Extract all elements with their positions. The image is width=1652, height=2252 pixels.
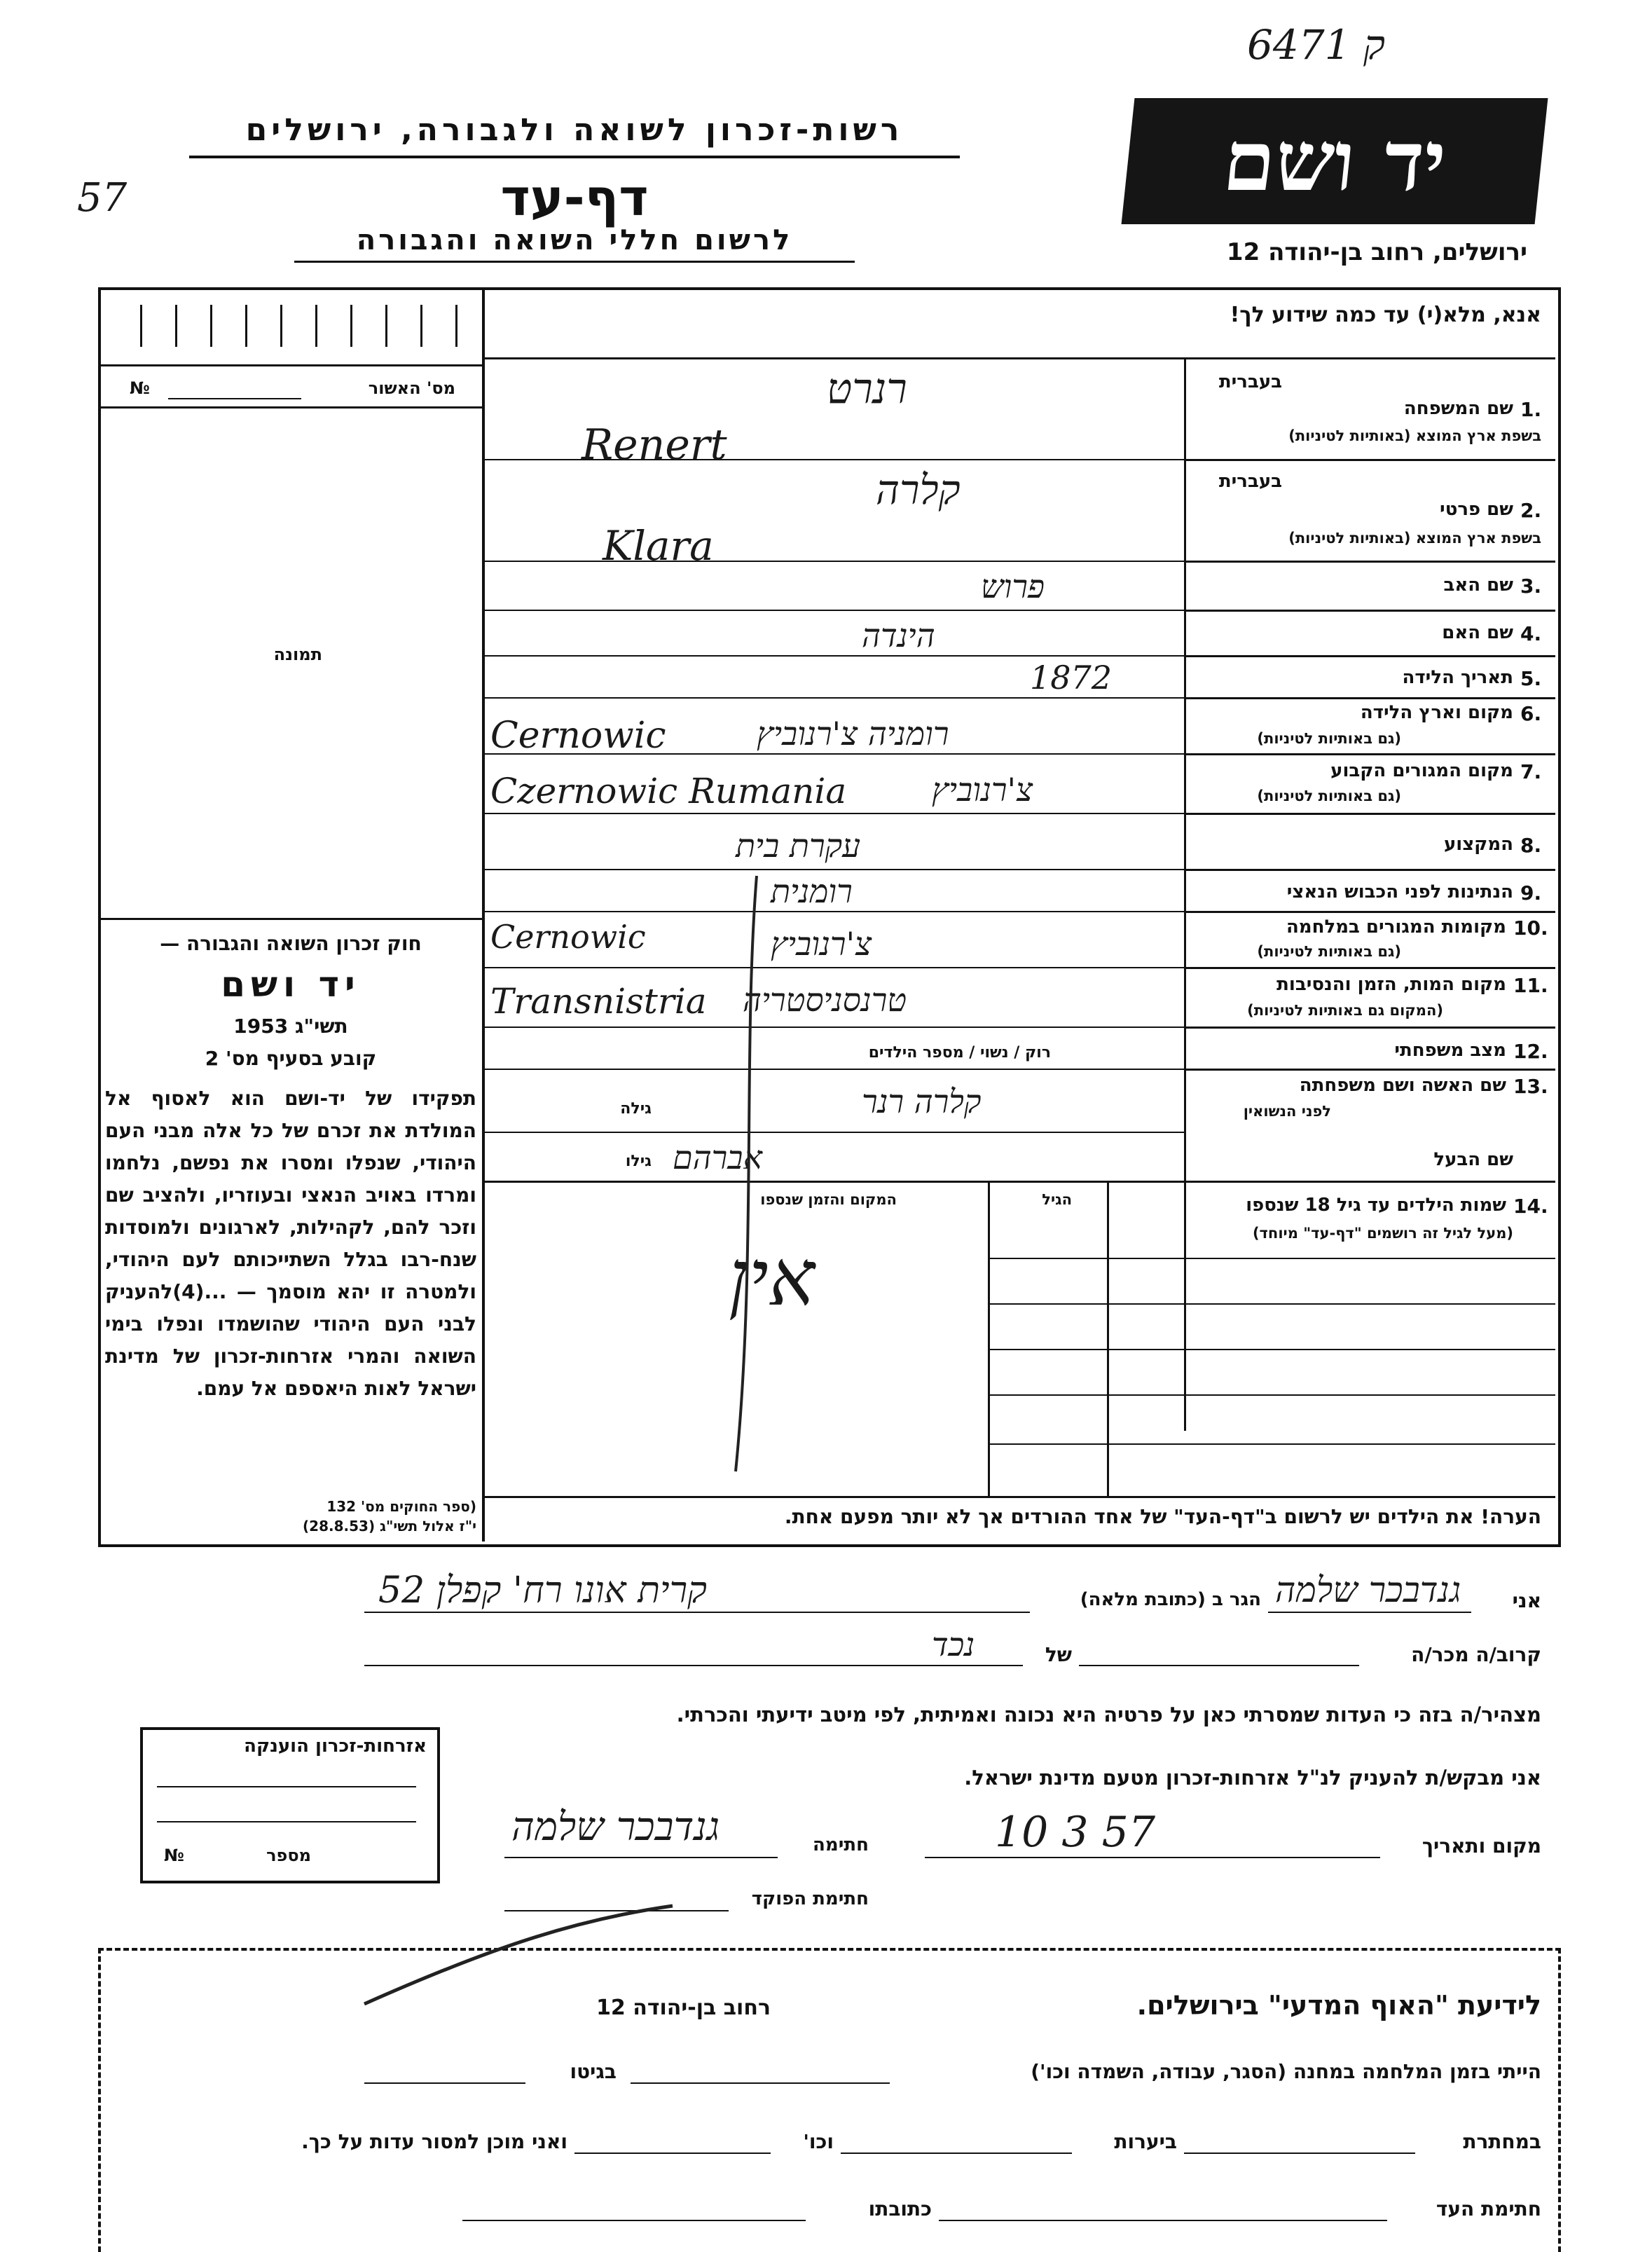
children-age-header: הגיל [1042, 1191, 1072, 1208]
field-4-label: שם האם [1442, 622, 1513, 643]
husband-value: אברהם [673, 1139, 763, 1176]
field-10-number: 10. [1513, 916, 1548, 940]
footer-line2-underground: במחתרת [1463, 2130, 1541, 2153]
footer-line2-etc: וכו' [803, 2130, 834, 2153]
citizenship-number-label: מספר [266, 1846, 311, 1865]
law-text: תפקידו של יד-ושם הוא לאסוף אל המולדת את זכרם של כל אלה מבני העם היהודי, שנפלו ומסרו את נפשם, נלחמו ומרדו באויב הנאצי ובעוזריו, ולהציב שם וזכר להם, לקהילות, לארגונים ולמוסדות שנח-רבו בגלל השתייכותם לעם היהודי, ולמטרה זו יהא מוסמך — ...(4)להעניק לבני העם היהודי שהושמדו ונפלו בימי השואה והמרי אזרחות-זכרון של מדינת ישראל לאות היאספם אל עמם. [105, 1087, 476, 1400]
field-1-value-hebrew: רנרט [827, 364, 907, 413]
field-6-sub: (גם באותיות לטיניות) [1257, 730, 1401, 747]
instruction: אנא, מלא(י) עד כמה שידוע לך! [1230, 303, 1541, 327]
signature-value: גנדבכר שלמה [511, 1804, 720, 1850]
field-9-label: הנתינות לפני הכבוש הנאצי [1286, 881, 1513, 902]
footer-line2-willing: ואני מוכן למסור עדות על כך. [301, 2130, 567, 2153]
law-reference-1: (ספר החוקים מס' 132 [326, 1498, 476, 1515]
field-2-sub: בשפת ארץ המוצא (באותיות לטיניות) [1288, 530, 1541, 547]
citizenship-box-title: אזרחות-זכרון הוענקה [244, 1736, 427, 1757]
field-7-label: מקום המגורים הקבוע [1330, 760, 1513, 781]
field-11-number: 11. [1513, 974, 1548, 997]
officer-signature-label: חתימת הפוקד [751, 1888, 869, 1909]
relation-label: קרוב/ה מכר/ה [1411, 1643, 1541, 1666]
field-14-sub: (מעל לגיל זה רושמים "דף-עד" מיוחד) [1252, 1225, 1513, 1242]
field-14-label: שמות הילדים עד גיל 18 שנספו [1246, 1195, 1506, 1216]
field-11-sub: (המקום גם באותיות לטיניות) [1247, 1002, 1443, 1019]
field-12-label: מצב משפחתי [1394, 1040, 1506, 1061]
field-10-label: מקומות המגורים במלחמה [1286, 916, 1506, 938]
field-8-number: 8. [1520, 834, 1542, 857]
field-1-label: שם המשפחה [1403, 398, 1513, 419]
declarant-name-value: גנדבכר שלמה [1275, 1570, 1461, 1610]
field-2-value-hebrew: קלרה [876, 466, 961, 514]
field-1-sub: בשפת ארץ המוצא (באותיות לטיניות) [1288, 427, 1541, 444]
field-12-number: 12. [1513, 1040, 1548, 1063]
field-6-label: מקום וארץ הלידה [1360, 702, 1513, 723]
field-6-value-hebrew: רומניה צ'רנוביץ [757, 715, 949, 753]
children-scribble: אין [729, 1233, 815, 1323]
footer-addressed: לידיעת "האוף המדעי" בירושלים. [1136, 1990, 1541, 2021]
field-11-value-latin: Transnistria [490, 981, 707, 1022]
field-7-number: 7. [1520, 760, 1542, 783]
field-9-value: רומנית [771, 872, 853, 910]
law-reference-2: י"ז אלול תשי"ג (28.8.53) [303, 1518, 476, 1534]
logo-text: יד ושם [1218, 112, 1451, 210]
field-6-value-latin: Cernowic [490, 715, 666, 757]
declarant-i: אני [1512, 1589, 1541, 1612]
field-13-age-label: גילה [620, 1100, 652, 1118]
field-2-label: שם פרטי [1440, 499, 1513, 520]
field-9-number: 9. [1520, 881, 1542, 905]
field-7-value-latin: Czernowic Rumania [490, 771, 847, 811]
photo-label: תמונה [273, 645, 322, 664]
authority-name: רשות-זכרון לשואה ולגבורה, ירושלים [245, 112, 904, 148]
document-subtitle: לרשום חללי השואה והגבורה [356, 224, 793, 256]
field-2-in-hebrew: בעברית [1218, 471, 1282, 492]
footer-line1-camp: הייתי בזמן המלחמה במחנה (הסגר, עבודה, השמדה וכו') [1031, 2060, 1541, 2083]
field-7-value-hebrew: צ'רנוביץ [932, 771, 1033, 809]
field-13-label: שם האשה ושם משפחתה [1299, 1075, 1506, 1096]
place-date-label: מקום ותאריך [1422, 1834, 1541, 1858]
field-1-number: 1. [1520, 398, 1542, 421]
field-2-value-latin: Klara [603, 522, 714, 570]
field-10-sub: (גם באותיות לטיניות) [1257, 943, 1401, 960]
field-8-label: המקצוע [1443, 834, 1513, 855]
field-1-in-hebrew: בעברית [1218, 371, 1282, 392]
declarant-residing-label: הגר ב (כתובת מלאה) [1080, 1589, 1261, 1610]
footer-line2-forests: ביערות [1114, 2130, 1177, 2153]
field-13-sub: לפני הנשואין [1243, 1103, 1331, 1120]
field-4-number: 4. [1520, 622, 1542, 645]
field-5-label: תאריך הלידה [1402, 667, 1513, 688]
vertical-pen-stroke [736, 876, 757, 1471]
field-3-number: 3. [1520, 575, 1542, 598]
field-5-number: 5. [1520, 667, 1542, 690]
declaration-text: מצהיר/ה בזה כי העדות שמסרתי כאן על פרטיה היא נכונה ואמיתית, לפי מיטב ידיעתי והכרתי. [676, 1703, 1541, 1726]
signature-label: חתימה [813, 1834, 869, 1855]
field-2-number: 2. [1520, 499, 1542, 522]
law-clause: קובע בסעיף מס' 2 [205, 1047, 377, 1070]
date-value: 10 3 57 [995, 1808, 1156, 1857]
field-10-value-latin: Cernowic [490, 918, 646, 956]
field-12-options: רוק / נשוי / מספר הילדים [868, 1044, 1051, 1062]
field-10-value-hebrew: צ'רנוביץ [771, 925, 872, 963]
field-13-number: 13. [1513, 1075, 1548, 1098]
husband-age-label: גילו [625, 1153, 652, 1170]
field-11-label: מקום המות, הזמן והנסיבות [1276, 974, 1506, 995]
file-number-label: מס' האשור [368, 378, 455, 398]
footer-line1-ghetto: בגיטו [570, 2060, 617, 2083]
footer-witness-signature: חתימת העד [1436, 2197, 1541, 2220]
address: ירושלים, רחוב בן-יהודה 12 [1226, 238, 1527, 266]
footer-address-label: כתובתו [868, 2197, 932, 2220]
document-title: דף-עד [500, 168, 649, 227]
footer-address: רחוב בן-יהודה 12 [596, 1996, 771, 2020]
husband-label: שם הבעל [1433, 1149, 1513, 1170]
field-3-value: פרוש [981, 568, 1045, 605]
relation-value: נכד [932, 1626, 975, 1663]
note-text: הערה! את הילדים יש לרשום ב"דף-העד" של אחד ההורדים אך לא יותר מפעם אחת. [784, 1505, 1541, 1528]
law-year: תשי"ג 1953 [233, 1015, 348, 1038]
field-4-value: הינדה [862, 617, 935, 654]
file-number-suffix: № [130, 378, 150, 398]
field-11-value-hebrew: טרנסניסטריה [743, 981, 907, 1019]
request-text: אני מבקש/ת להעניק לנ"ל אזרחות-זכרון מטעם מדינת ישראל. [964, 1766, 1541, 1790]
field-13-value: קלרה רנר [862, 1083, 982, 1120]
field-5-value: 1872 [1030, 659, 1113, 696]
field-3-label: שם האב [1443, 575, 1513, 596]
law-title: חוק זכרון השואה והגבורה — [160, 932, 422, 955]
law-name: יד ושם [221, 964, 361, 1005]
of-label: של [1045, 1643, 1072, 1666]
field-14-number: 14. [1513, 1195, 1548, 1218]
citizenship-number-suffix: № [164, 1846, 184, 1865]
declarant-address-value: קרית אונו רח' קפלן 52 [378, 1570, 707, 1612]
field-7-sub: (גם באותיות לטיניות) [1257, 788, 1401, 804]
field-6-number: 6. [1520, 702, 1542, 725]
diagonal-signature-stroke [364, 1906, 673, 2004]
archive-number: 6ק 471 [1247, 21, 1386, 69]
margin-mark: 57 [77, 175, 128, 221]
field-8-value: עקרת בית [736, 827, 861, 865]
children-place-header: המקום והזמן שנספו [760, 1191, 897, 1208]
field-1-value-latin: Renert [581, 420, 727, 469]
